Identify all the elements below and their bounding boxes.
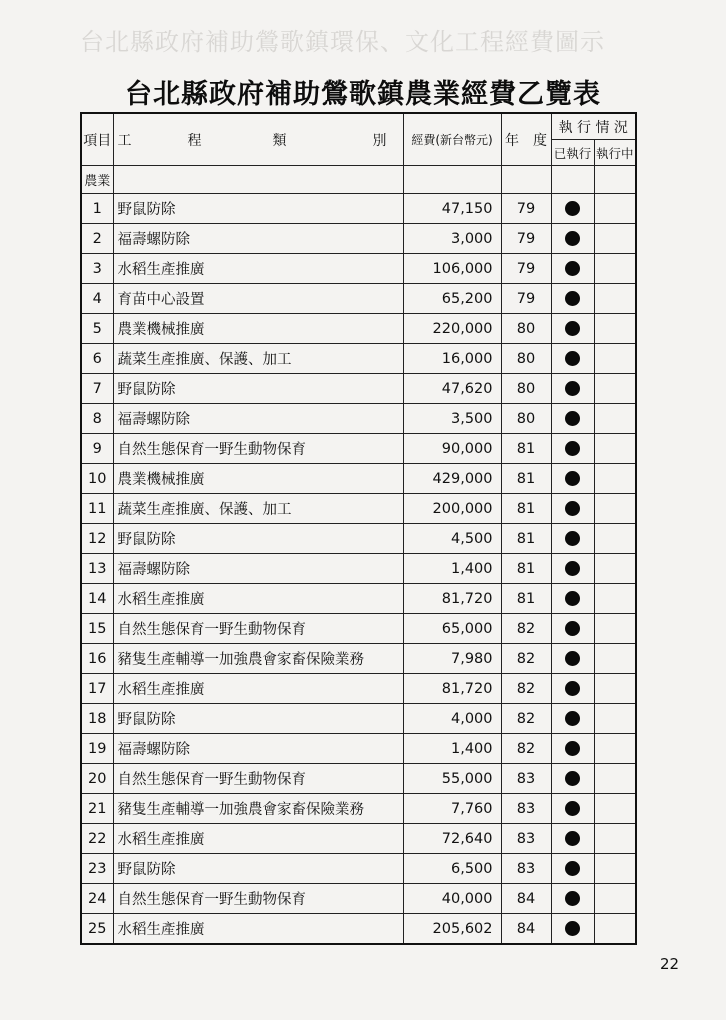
row-project: 野鼠防除 — [113, 704, 403, 734]
row-year: 83 — [501, 854, 551, 884]
row-year: 79 — [501, 254, 551, 284]
table-row — [81, 494, 636, 524]
row-year: 79 — [501, 224, 551, 254]
row-number: 9 — [81, 434, 113, 464]
row-done — [551, 374, 594, 404]
row-amount: 4,000 — [403, 704, 501, 734]
table-row — [81, 404, 636, 434]
header-year: 年 度 — [501, 113, 551, 166]
row-year: 82 — [501, 674, 551, 704]
row-done — [551, 224, 594, 254]
row-year: 80 — [501, 314, 551, 344]
table-row — [81, 194, 636, 224]
category-label: 農業 — [81, 166, 113, 194]
executed-dot-icon — [565, 801, 580, 816]
header-eng-4: 別 — [372, 132, 387, 149]
table-row — [81, 734, 636, 764]
table-row — [81, 764, 636, 794]
row-project: 蔬菜生產推廣、保護、加工 — [113, 494, 403, 524]
funding-table — [80, 112, 637, 945]
row-amount: 47,150 — [403, 194, 501, 224]
row-amount: 205,602 — [403, 914, 501, 945]
table-row — [81, 344, 636, 374]
executed-dot-icon — [565, 621, 580, 636]
row-number: 22 — [81, 824, 113, 854]
row-number: 25 — [81, 914, 113, 945]
table-row — [81, 854, 636, 884]
table-row — [81, 614, 636, 644]
row-number: 11 — [81, 494, 113, 524]
row-doing — [594, 734, 636, 764]
row-amount: 200,000 — [403, 494, 501, 524]
table-row — [81, 794, 636, 824]
row-year: 81 — [501, 524, 551, 554]
header-engineering-type — [113, 113, 403, 166]
table-row — [81, 434, 636, 464]
row-done — [551, 884, 594, 914]
row-number: 12 — [81, 524, 113, 554]
table-row — [81, 824, 636, 854]
table-row — [81, 674, 636, 704]
executed-dot-icon — [565, 891, 580, 906]
row-doing — [594, 344, 636, 374]
row-project: 水稻生產推廣 — [113, 674, 403, 704]
row-done — [551, 704, 594, 734]
executed-dot-icon — [565, 201, 580, 216]
row-done — [551, 524, 594, 554]
row-done — [551, 284, 594, 314]
category-empty — [113, 166, 403, 194]
row-project: 育苗中心設置 — [113, 284, 403, 314]
row-amount: 81,720 — [403, 584, 501, 614]
row-amount: 7,760 — [403, 794, 501, 824]
row-number: 10 — [81, 464, 113, 494]
row-project: 水稻生產推廣 — [113, 584, 403, 614]
row-doing — [594, 764, 636, 794]
table-row — [81, 314, 636, 344]
row-done — [551, 764, 594, 794]
row-year: 84 — [501, 914, 551, 945]
row-number: 20 — [81, 764, 113, 794]
table-row — [81, 644, 636, 674]
row-year: 81 — [501, 434, 551, 464]
row-year: 80 — [501, 404, 551, 434]
row-number: 4 — [81, 284, 113, 314]
row-project: 福壽螺防除 — [113, 734, 403, 764]
row-number: 5 — [81, 314, 113, 344]
row-doing — [594, 314, 636, 344]
row-number: 18 — [81, 704, 113, 734]
row-project: 水稻生產推廣 — [113, 824, 403, 854]
bleed-through-title: 台北縣政府補助鶯歌鎮環保、文化工程經費圖示 — [80, 28, 605, 56]
row-doing — [594, 434, 636, 464]
row-project: 野鼠防除 — [113, 194, 403, 224]
header-item: 項目 — [81, 113, 113, 166]
row-done — [551, 554, 594, 584]
executed-dot-icon — [565, 681, 580, 696]
row-doing — [594, 554, 636, 584]
executed-dot-icon — [565, 351, 580, 366]
row-number: 8 — [81, 404, 113, 434]
row-amount: 81,720 — [403, 674, 501, 704]
executed-dot-icon — [565, 231, 580, 246]
row-project: 福壽螺防除 — [113, 404, 403, 434]
table-row — [81, 554, 636, 584]
row-done — [551, 434, 594, 464]
category-empty — [551, 166, 594, 194]
row-done — [551, 314, 594, 344]
row-doing — [594, 794, 636, 824]
row-project: 豬隻生產輔導一加強農會家畜保險業務 — [113, 794, 403, 824]
row-doing — [594, 494, 636, 524]
executed-dot-icon — [565, 831, 580, 846]
executed-dot-icon — [565, 261, 580, 276]
row-number: 6 — [81, 344, 113, 374]
category-empty — [403, 166, 501, 194]
row-project: 自然生態保育一野生動物保育 — [113, 764, 403, 794]
row-number: 23 — [81, 854, 113, 884]
table-row — [81, 584, 636, 614]
row-year: 82 — [501, 614, 551, 644]
row-year: 81 — [501, 494, 551, 524]
header-amount: 經費(新台幣元) — [403, 113, 501, 166]
row-project: 福壽螺防除 — [113, 224, 403, 254]
row-project: 水稻生產推廣 — [113, 914, 403, 945]
row-year: 80 — [501, 374, 551, 404]
page-number: 22 — [660, 955, 680, 973]
row-done — [551, 734, 594, 764]
row-year: 81 — [501, 554, 551, 584]
row-amount: 55,000 — [403, 764, 501, 794]
header-eng-3: 類 — [272, 132, 287, 149]
row-amount: 429,000 — [403, 464, 501, 494]
row-amount: 90,000 — [403, 434, 501, 464]
header-doing: 執行中 — [594, 140, 636, 166]
row-year: 82 — [501, 734, 551, 764]
header-eng-2: 程 — [187, 132, 202, 149]
row-amount: 4,500 — [403, 524, 501, 554]
header-eng-1: 工 — [117, 132, 132, 149]
row-year: 81 — [501, 584, 551, 614]
executed-dot-icon — [565, 921, 580, 936]
row-year: 82 — [501, 704, 551, 734]
row-project: 自然生態保育一野生動物保育 — [113, 614, 403, 644]
row-number: 13 — [81, 554, 113, 584]
category-empty — [501, 166, 551, 194]
row-project: 自然生態保育一野生動物保育 — [113, 434, 403, 464]
row-doing — [594, 464, 636, 494]
row-doing — [594, 674, 636, 704]
row-number: 16 — [81, 644, 113, 674]
row-project: 野鼠防除 — [113, 854, 403, 884]
table-row — [81, 374, 636, 404]
row-amount: 1,400 — [403, 734, 501, 764]
row-project: 水稻生產推廣 — [113, 254, 403, 284]
row-project: 農業機械推廣 — [113, 464, 403, 494]
row-year: 84 — [501, 884, 551, 914]
row-doing — [594, 824, 636, 854]
row-amount: 65,000 — [403, 614, 501, 644]
row-amount: 7,980 — [403, 644, 501, 674]
row-doing — [594, 524, 636, 554]
row-done — [551, 854, 594, 884]
row-done — [551, 674, 594, 704]
row-doing — [594, 374, 636, 404]
row-doing — [594, 614, 636, 644]
row-year: 79 — [501, 284, 551, 314]
row-done — [551, 644, 594, 674]
row-year: 82 — [501, 644, 551, 674]
executed-dot-icon — [565, 321, 580, 336]
row-done — [551, 584, 594, 614]
row-number: 15 — [81, 614, 113, 644]
executed-dot-icon — [565, 531, 580, 546]
executed-dot-icon — [565, 741, 580, 756]
executed-dot-icon — [565, 651, 580, 666]
table-row — [81, 884, 636, 914]
row-amount: 47,620 — [403, 374, 501, 404]
row-project: 野鼠防除 — [113, 374, 403, 404]
row-amount: 106,000 — [403, 254, 501, 284]
page-title: 台北縣政府補助鶯歌鎮農業經費乙覽表 — [125, 79, 601, 110]
row-project: 野鼠防除 — [113, 524, 403, 554]
row-amount: 72,640 — [403, 824, 501, 854]
table-row — [81, 704, 636, 734]
row-doing — [594, 854, 636, 884]
row-number: 21 — [81, 794, 113, 824]
row-doing — [594, 224, 636, 254]
row-project: 福壽螺防除 — [113, 554, 403, 584]
table-row — [81, 464, 636, 494]
executed-dot-icon — [565, 501, 580, 516]
row-doing — [594, 914, 636, 945]
row-number: 7 — [81, 374, 113, 404]
row-number: 17 — [81, 674, 113, 704]
row-doing — [594, 194, 636, 224]
row-project: 蔬菜生產推廣、保護、加工 — [113, 344, 403, 374]
row-amount: 220,000 — [403, 314, 501, 344]
row-done — [551, 254, 594, 284]
row-number: 3 — [81, 254, 113, 284]
row-amount: 65,200 — [403, 284, 501, 314]
row-year: 80 — [501, 344, 551, 374]
row-doing — [594, 404, 636, 434]
row-doing — [594, 704, 636, 734]
executed-dot-icon — [565, 591, 580, 606]
row-amount: 6,500 — [403, 854, 501, 884]
row-done — [551, 614, 594, 644]
row-doing — [594, 644, 636, 674]
executed-dot-icon — [565, 471, 580, 486]
row-number: 19 — [81, 734, 113, 764]
table-row — [81, 914, 636, 945]
row-done — [551, 794, 594, 824]
row-done — [551, 194, 594, 224]
table-row — [81, 254, 636, 284]
executed-dot-icon — [565, 861, 580, 876]
table-row — [81, 524, 636, 554]
row-number: 2 — [81, 224, 113, 254]
row-done — [551, 344, 594, 374]
row-doing — [594, 254, 636, 284]
row-project: 農業機械推廣 — [113, 314, 403, 344]
executed-dot-icon — [565, 381, 580, 396]
executed-dot-icon — [565, 771, 580, 786]
row-amount: 3,000 — [403, 224, 501, 254]
row-done — [551, 914, 594, 945]
row-year: 79 — [501, 194, 551, 224]
category-empty — [594, 166, 636, 194]
row-year: 83 — [501, 824, 551, 854]
row-done — [551, 464, 594, 494]
row-done — [551, 824, 594, 854]
row-amount: 16,000 — [403, 344, 501, 374]
row-amount: 1,400 — [403, 554, 501, 584]
executed-dot-icon — [565, 291, 580, 306]
row-year: 83 — [501, 794, 551, 824]
row-amount: 40,000 — [403, 884, 501, 914]
row-year: 81 — [501, 464, 551, 494]
executed-dot-icon — [565, 561, 580, 576]
row-project: 自然生態保育一野生動物保育 — [113, 884, 403, 914]
header-done: 已執行 — [551, 140, 594, 166]
executed-dot-icon — [565, 441, 580, 456]
table-row — [81, 224, 636, 254]
row-done — [551, 404, 594, 434]
row-number: 1 — [81, 194, 113, 224]
row-number: 24 — [81, 884, 113, 914]
row-done — [551, 494, 594, 524]
executed-dot-icon — [565, 411, 580, 426]
header-status: 執 行 情 況 — [551, 113, 636, 140]
row-project: 豬隻生產輔導一加強農會家畜保險業務 — [113, 644, 403, 674]
executed-dot-icon — [565, 711, 580, 726]
row-doing — [594, 884, 636, 914]
row-doing — [594, 584, 636, 614]
table-row — [81, 284, 636, 314]
row-doing — [594, 284, 636, 314]
row-amount: 3,500 — [403, 404, 501, 434]
row-year: 83 — [501, 764, 551, 794]
row-number: 14 — [81, 584, 113, 614]
